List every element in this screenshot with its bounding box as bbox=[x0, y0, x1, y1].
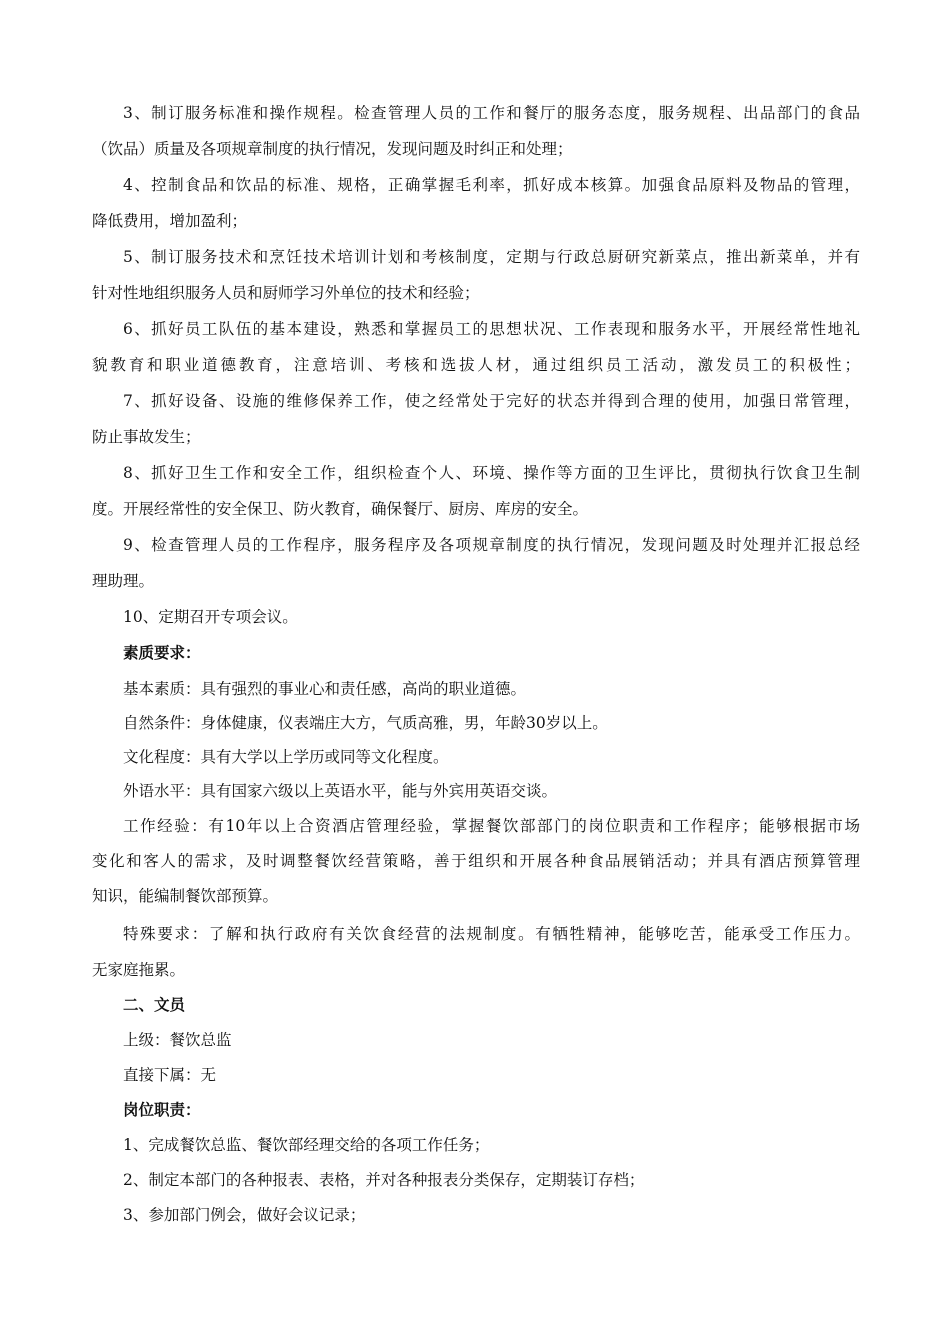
paragraph-line: 直接下属：无 bbox=[123, 1066, 217, 1084]
paragraph-line: 针对性地组织服务人员和厨师学习外单位的技术和经验； bbox=[92, 284, 480, 302]
paragraph-line: 降低费用，增加盈利； bbox=[92, 212, 248, 230]
paragraph-line: 3、制订服务标准和操作规程。检查管理人员的工作和餐厅的服务态度，服务规程、出品部门的食品 bbox=[123, 104, 860, 122]
paragraph-line: 貌教育和职业道德教育，注意培训、考核和选拔人材，通过组织员工活动，激发员工的积极性； bbox=[92, 356, 860, 374]
paragraph-line: 外语水平：具有国家六级以上英语水平，能与外宾用英语交谈。 bbox=[123, 782, 558, 800]
paragraph-line: 3、参加部门例会，做好会议记录； bbox=[123, 1206, 366, 1224]
paragraph-line: 文化程度：具有大学以上学历或同等文化程度。 bbox=[123, 748, 449, 766]
paragraph-line: 10、定期召开专项会议。 bbox=[123, 608, 298, 626]
paragraph-line: 自然条件：身体健康，仪表端庄大方，气质高雅，男，年龄30岁以上。 bbox=[123, 714, 608, 732]
paragraph-line: 上级：餐饮总监 bbox=[123, 1031, 232, 1049]
paragraph-line: 1、完成餐饮总监、餐饮部经理交给的各项工作任务； bbox=[123, 1136, 490, 1154]
paragraph-line: 8、抓好卫生工作和安全工作，组织检查个人、环境、操作等方面的卫生评比，贯彻执行饮食卫生制 bbox=[123, 464, 860, 482]
paragraph-line: 无家庭拖累。 bbox=[92, 961, 186, 979]
paragraph-line: 知识，能编制餐饮部预算。 bbox=[92, 887, 279, 905]
paragraph-line: 5、制订服务技术和烹饪技术培训计划和考核制度，定期与行政总厨研究新菜点，推出新菜单，并有 bbox=[123, 248, 860, 266]
paragraph-line: 度。开展经常性的安全保卫、防火教育，确保餐厅、厨房、库房的安全。 bbox=[92, 500, 589, 518]
paragraph-line: 变化和客人的需求，及时调整餐饮经营策略，善于组织和开展各种食品展销活动；并具有酒店预算管理 bbox=[92, 852, 860, 870]
section-heading: 二、文员 bbox=[123, 995, 186, 1014]
section-heading: 岗位职责： bbox=[123, 1100, 201, 1119]
paragraph-line: 7、抓好设备、设施的维修保养工作，使之经常处于完好的状态并得到合理的使用，加强日常管理， bbox=[123, 392, 860, 410]
paragraph-line: 2、制定本部门的各种报表、表格，并对各种报表分类保存，定期装订存档； bbox=[123, 1171, 645, 1189]
paragraph-line: 防止事故发生； bbox=[92, 428, 201, 446]
paragraph-line: （饮品）质量及各项规章制度的执行情况，发现问题及时纠正和处理； bbox=[92, 140, 573, 158]
paragraph-line: 工作经验：有10年以上合资酒店管理经验，掌握餐饮部部门的岗位职责和工作程序；能够根据市场 bbox=[123, 817, 860, 835]
paragraph-line: 4、控制食品和饮品的标准、规格，正确掌握毛利率，抓好成本核算。加强食品原料及物品的管理， bbox=[123, 176, 860, 194]
paragraph-line: 基本素质：具有强烈的事业心和责任感，高尚的职业道德。 bbox=[123, 680, 527, 698]
paragraph-line: 6、抓好员工队伍的基本建设，熟悉和掌握员工的思想状况、工作表现和服务水平，开展经常性地礼 bbox=[123, 320, 860, 338]
paragraph-line: 9、检查管理人员的工作程序，服务程序及各项规章制度的执行情况，发现问题及时处理并汇报总经 bbox=[123, 536, 860, 554]
paragraph-line: 理助理。 bbox=[92, 572, 155, 590]
section-heading: 素质要求： bbox=[123, 643, 201, 662]
paragraph-line: 特殊要求：了解和执行政府有关饮食经营的法规制度。有牺牲精神，能够吃苦，能承受工作压力。 bbox=[123, 925, 860, 943]
